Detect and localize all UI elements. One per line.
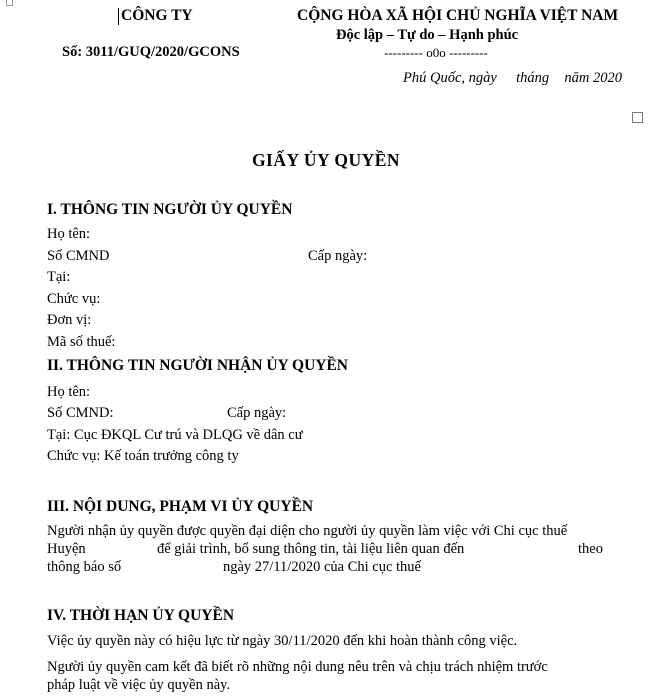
section1-issued: Cấp ngày:	[308, 248, 368, 264]
section3-line2-b: để giải trình, bổ sung thông tin, tài liệu liên quan đến	[157, 541, 465, 557]
doc-number	[62, 44, 240, 61]
country-name: CỘNG HÒA XÃ HỘI CHỦ NGHĨA VIỆT NAM	[297, 7, 619, 24]
section3-line1: Người nhận ủy quyền được quyền đại diện cho người ủy quyền làm việc với Chi cục thuế	[47, 523, 568, 539]
section3-line3-a: thông báo số	[47, 559, 122, 575]
section1-name: Họ tên:	[47, 226, 91, 242]
section2-name: Họ tên:	[47, 384, 91, 400]
section2-issued: Cấp ngày:	[227, 405, 287, 421]
object-anchor-icon[interactable]	[632, 112, 643, 123]
section3-line2-a: Huyện	[47, 541, 86, 557]
document-title: GIẤY ỦY QUYỀN	[251, 150, 401, 170]
section2-heading: II. THÔNG TIN NGƯỜI NHẬN ỦY QUYỀN	[47, 357, 348, 374]
motto: Độc lập – Tự do – Hạnh phúc	[336, 27, 519, 43]
separator: --------- o0o ---------	[384, 45, 488, 60]
place-date	[403, 70, 622, 87]
section2-position: Chức vụ: Kế toán trưởng công ty	[47, 448, 239, 464]
section3-line3-b: ngày 27/11/2020 của Chi cục thuế	[223, 559, 421, 575]
section3-line2-c: theo	[578, 541, 603, 557]
section1-id: Số CMND	[47, 248, 110, 264]
section2-id: Số CMND:	[47, 405, 114, 421]
section4-para1: Việc ủy quyền này có hiệu lực từ ngày 30/11/2020 đến khi hoàn thành công việc.	[47, 633, 518, 649]
section4-para2-line1: Người ủy quyền cam kết đã biết rõ những nội dung nêu trên và chịu trách nhiệm trước	[47, 659, 548, 675]
doc-number-text: Số: 3011/GUQ/2020/GCONS	[62, 44, 240, 60]
section1-tax-code: Mã số thuế:	[47, 334, 116, 350]
section1-heading: I. THÔNG TIN NGƯỜI ỦY QUYỀN	[47, 201, 293, 218]
place-date-year: năm 2020	[564, 70, 622, 86]
section4-heading: IV. THỜI HẠN ỦY QUYỀN	[47, 607, 235, 624]
company-name: CÔNG TY	[121, 7, 193, 24]
place-date-place: Phú Quốc, ngày	[403, 70, 497, 86]
section1-position: Chức vụ:	[47, 291, 101, 307]
place-date-month: tháng	[516, 70, 550, 86]
text-cursor	[118, 8, 119, 25]
section3-heading: III. NỘI DUNG, PHẠM VI ỦY QUYỀN	[47, 498, 314, 515]
section4-para2-line2: pháp luật về việc ủy quyền này.	[47, 677, 231, 693]
section2-at: Tại: Cục ĐKQL Cư trú và DLQG về dân cư	[47, 427, 303, 443]
page-corner-mark	[6, 0, 13, 6]
section1-unit: Đơn vị:	[47, 312, 92, 328]
section1-at: Tại:	[47, 269, 71, 285]
